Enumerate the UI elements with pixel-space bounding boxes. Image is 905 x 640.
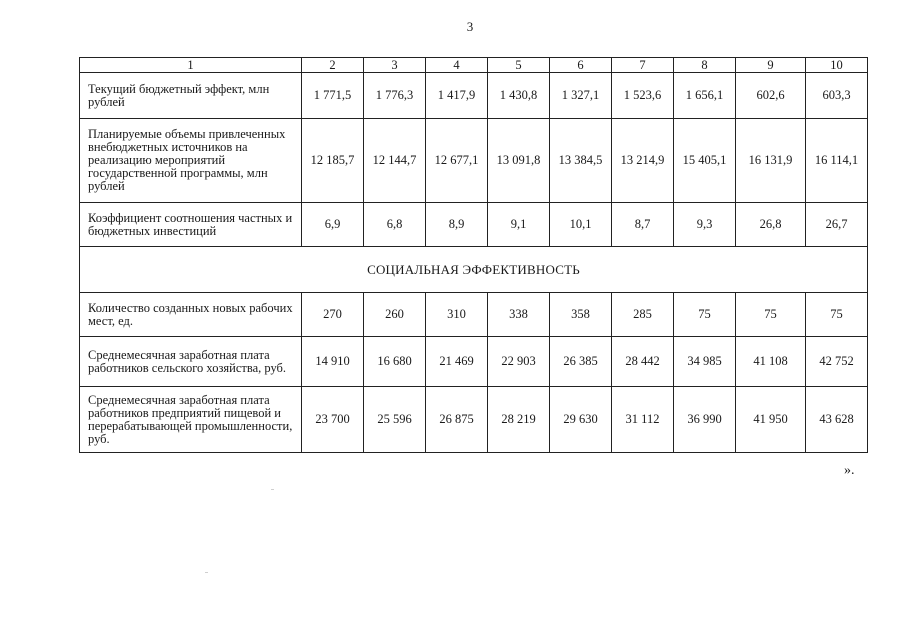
value-cell: 6,8 <box>364 203 426 247</box>
value-cell: 29 630 <box>550 387 612 453</box>
value-cell: 8,7 <box>612 203 674 247</box>
value-cell: 36 990 <box>674 387 736 453</box>
value-cell: 13 384,5 <box>550 119 612 203</box>
value-cell: 22 903 <box>488 337 550 387</box>
value-cell: 26 385 <box>550 337 612 387</box>
table-header-row <box>80 58 868 73</box>
value-cell: 12 185,7 <box>302 119 364 203</box>
value-cell: 13 091,8 <box>488 119 550 203</box>
value-cell: 43 628 <box>806 387 868 453</box>
value-cell: 9,1 <box>488 203 550 247</box>
header-cell: 2 <box>302 58 364 73</box>
value-cell: 8,9 <box>426 203 488 247</box>
header-cell: 4 <box>426 58 488 73</box>
value-cell: 28 442 <box>612 337 674 387</box>
value-cell: 6,9 <box>302 203 364 247</box>
value-cell: 358 <box>550 293 612 337</box>
header-cell: 10 <box>806 58 868 73</box>
scan-speck <box>205 572 208 573</box>
value-cell: 16 131,9 <box>736 119 806 203</box>
section-title: СОЦИАЛЬНАЯ ЭФФЕКТИВНОСТЬ <box>80 247 868 293</box>
value-cell: 26 875 <box>426 387 488 453</box>
value-cell: 75 <box>736 293 806 337</box>
value-cell: 1 656,1 <box>674 73 736 119</box>
value-cell: 23 700 <box>302 387 364 453</box>
header-cell: 5 <box>488 58 550 73</box>
value-cell: 75 <box>674 293 736 337</box>
header-cell: 9 <box>736 58 806 73</box>
value-cell: 310 <box>426 293 488 337</box>
value-cell: 260 <box>364 293 426 337</box>
header-cell: 3 <box>364 58 426 73</box>
value-cell: 15 405,1 <box>674 119 736 203</box>
section-row <box>80 247 868 293</box>
value-cell: 34 985 <box>674 337 736 387</box>
value-cell: 28 219 <box>488 387 550 453</box>
budget-efficiency-table <box>79 57 868 453</box>
table-row <box>80 337 868 387</box>
row-label: Планируемые объемы привлеченных внебюджетных источников на реализацию мероприятий государственной программы, млн рублей <box>80 119 302 203</box>
header-cell: 1 <box>80 58 302 73</box>
value-cell: 1 771,5 <box>302 73 364 119</box>
page-number: 3 <box>466 19 474 34</box>
table-row <box>80 203 868 247</box>
value-cell: 602,6 <box>736 73 806 119</box>
value-cell: 14 910 <box>302 337 364 387</box>
header-cell: 6 <box>550 58 612 73</box>
value-cell: 16 114,1 <box>806 119 868 203</box>
value-cell: 25 596 <box>364 387 426 453</box>
value-cell: 1 776,3 <box>364 73 426 119</box>
value-cell: 1 523,6 <box>612 73 674 119</box>
value-cell: 75 <box>806 293 868 337</box>
value-cell: 16 680 <box>364 337 426 387</box>
value-cell: 1 417,9 <box>426 73 488 119</box>
value-cell: 42 752 <box>806 337 868 387</box>
value-cell: 9,3 <box>674 203 736 247</box>
row-label: Среднемесячная заработная плата работников предприятий пищевой и перерабатывающей промышленности, руб. <box>80 387 302 453</box>
value-cell: 1 430,8 <box>488 73 550 119</box>
value-cell: 1 327,1 <box>550 73 612 119</box>
closing-quote-mark: ». <box>844 463 855 478</box>
table-row <box>80 73 868 119</box>
header-cell: 8 <box>674 58 736 73</box>
value-cell: 13 214,9 <box>612 119 674 203</box>
header-cell: 7 <box>612 58 674 73</box>
scan-speck <box>271 489 274 490</box>
table-row <box>80 119 868 203</box>
value-cell: 338 <box>488 293 550 337</box>
value-cell: 10,1 <box>550 203 612 247</box>
row-label: Количество созданных новых рабочих мест, ед. <box>80 293 302 337</box>
value-cell: 285 <box>612 293 674 337</box>
value-cell: 26,7 <box>806 203 868 247</box>
value-cell: 26,8 <box>736 203 806 247</box>
row-label: Коэффициент соотношения частных и бюджетных инвестиций <box>80 203 302 247</box>
value-cell: 270 <box>302 293 364 337</box>
value-cell: 41 108 <box>736 337 806 387</box>
table-row <box>80 293 868 337</box>
value-cell: 12 677,1 <box>426 119 488 203</box>
value-cell: 31 112 <box>612 387 674 453</box>
value-cell: 21 469 <box>426 337 488 387</box>
value-cell: 603,3 <box>806 73 868 119</box>
row-label: Среднемесячная заработная плата работников сельского хозяйства, руб. <box>80 337 302 387</box>
row-label: Текущий бюджетный эффект, млн рублей <box>80 73 302 119</box>
table-row <box>80 387 868 453</box>
value-cell: 41 950 <box>736 387 806 453</box>
value-cell: 12 144,7 <box>364 119 426 203</box>
